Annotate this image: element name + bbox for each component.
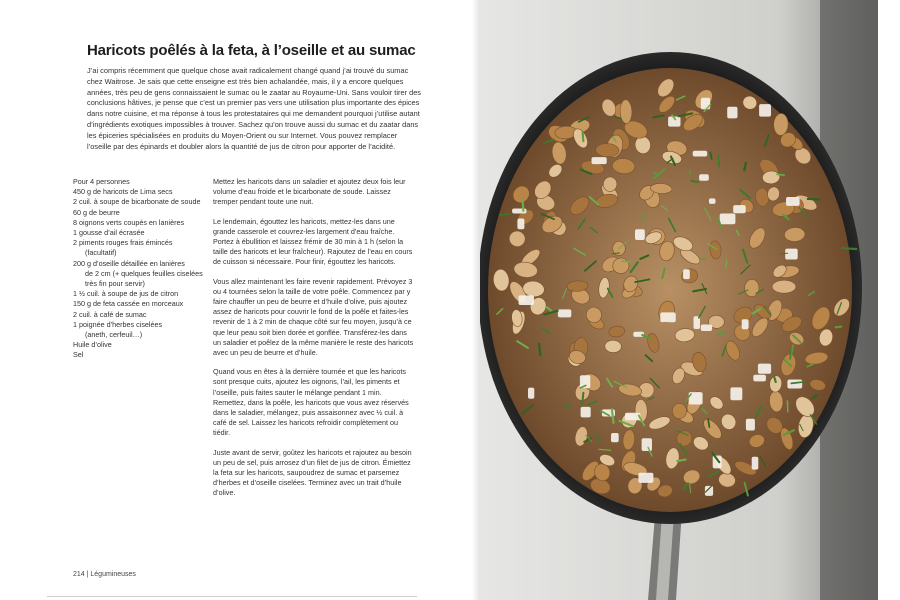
herb-strip	[836, 327, 842, 328]
herb-strip	[700, 259, 706, 260]
feta-piece	[709, 198, 716, 204]
bean	[672, 403, 686, 418]
feta-piece	[701, 325, 712, 332]
feta-piece	[753, 375, 766, 382]
method-step-2: Le lendemain, égouttez les haricots, mettez-les dans une grande casserole et couvrez-les largement d’eau fraîche. Portez à ébullition et laissez frémir de 30 min à 1 h (selon la taille des haricots et leur fraîcheur). Rajoutez de l’eau en cours de cuisson si nécessaire. Pour finir, égouttez les haricots.	[213, 216, 413, 267]
feta-piece	[517, 219, 524, 230]
ingredient-item: 2 cuil. à soupe de bicarbonate de soude	[73, 197, 201, 207]
feta-piece	[752, 457, 759, 470]
feta-piece	[730, 387, 742, 400]
feta-piece	[720, 214, 736, 225]
feta-piece	[611, 433, 619, 442]
feta-piece	[581, 407, 591, 418]
book-gutter	[472, 0, 480, 600]
bottom-divider	[47, 596, 417, 597]
feta-piece	[733, 205, 746, 213]
feta-piece	[742, 319, 749, 329]
herb-strip	[774, 377, 776, 383]
method-step-1: Mettez les haricots dans un saladier et ajoutez deux fois leur volume d’eau froide et le bicarbonate de soude. Laissez tremper pendant toute une nuit.	[213, 177, 406, 207]
herb-strip	[612, 253, 619, 254]
ingredient-item: 150 g de feta cassée en morceaux	[73, 299, 184, 309]
ingredient-item-continued: de 2 cm (+ quelques feuilles ciselées	[85, 268, 203, 278]
method-step-3: Vous allez maintenant les faire revenir rapidement. Prévoyez 3 ou 4 tournées selon la taille de votre poêle. Commencez par y faire chauffer un peu de beurre et d’huile d’olive, puis ajoutez assez de haricots pour couvrir le fond de la poêle et faites-les revenir de 1 à 2 min de chaque côté sur feu moyen, jusqu’à ce que leur peau soit bien dorée et gonflée. Transférez-les dans un saladier et poêlez de la même manière le reste des haricots avec un peu de beurre et d’huile.	[213, 276, 414, 358]
feta-piece	[786, 197, 800, 206]
ingredients-list	[73, 177, 203, 361]
feta-piece	[519, 295, 535, 305]
method-steps	[213, 177, 415, 508]
herb-strip	[677, 460, 685, 461]
herb-strip	[744, 163, 746, 171]
right-page-photo	[480, 0, 878, 600]
feta-piece	[759, 104, 771, 117]
feta-piece	[625, 413, 640, 421]
herb-strip	[500, 214, 510, 215]
feta-piece	[699, 174, 709, 181]
herb-strip	[622, 261, 631, 262]
herb-strip	[583, 132, 584, 141]
ingredient-item: 200 g d’oseille détaillée en lanières	[73, 258, 185, 268]
ingredient-item: 1 ½ cuil. à soupe de jus de citron	[73, 289, 179, 299]
method-step-5: Juste avant de servir, goûtez les haricots et rajoutez au besoin un peu de sel, puis arrosez d’un filet de jus de citron. Émiettez la feta sur les haricots, saupoudrez de sumac et parsemez d’herbes et d’oseille ciselées. Terminez avec un trait d’huile d’olive.	[213, 447, 412, 498]
feta-piece	[713, 456, 722, 469]
ingredient-item: 60 g de beurre	[73, 207, 120, 217]
ingredient-item-continued: (facultatif)	[85, 248, 117, 258]
herb-strip	[582, 393, 583, 404]
herb-strip	[808, 199, 820, 200]
dish-photo	[480, 0, 878, 600]
ingredient-item: 2 cuil. à café de sumac	[73, 309, 147, 319]
ingredient-servings: Pour 4 personnes	[73, 177, 130, 186]
recipe-title: Haricots poêlés à la feta, à l’oseille et au sumac	[87, 42, 416, 59]
herb-strip	[718, 156, 719, 167]
feta-piece	[727, 107, 737, 119]
feta-piece	[642, 438, 652, 451]
feta-piece	[787, 380, 802, 389]
herb-strip	[691, 181, 698, 182]
bean	[744, 279, 759, 297]
ingredient-item: 2 piments rouges frais émincés	[73, 238, 173, 248]
intro-paragraph: J’ai compris récemment que quelque chose avait radicalement changé quand j’ai trouvé du sumac chez Waitrose. Je sais que cette enseigne est très bien achalandée, mais, il y a encore quelques années, très peu de gens connaissaient le sumac ou le zaatar au Royaume-Uni. Sans vouloir tirer des conclusions hâtives, je pense que c’est un premier pas vers une utilisation plus importante des épices dans notre cuisine, et ma réponse à tous les protestataires qui me demandent pourquoi j’utilise autant d’ingrédients exotiques impossibles à trouver. Sachez qu’on trouve aussi du sumac et du zaatar dans les épiceries spécialisées en produits du Moyen-Orient ou sur Internet. Vous pouvez remplacer l’oseille par des épinards et doubler alors la quantité de jus de citron pour apporter de l’acidité.	[87, 66, 421, 151]
herb-strip	[523, 200, 524, 211]
feta-piece	[592, 157, 607, 164]
ingredient-item: 1 poignée d’herbes ciselées	[73, 319, 163, 329]
recipe-intro	[87, 66, 422, 152]
feta-piece	[660, 312, 675, 322]
ingredient-item: 1 gousse d’ail écrasée	[73, 228, 145, 238]
feta-piece	[635, 229, 645, 240]
ingredient-item: 8 oignons verts coupés en lanières	[73, 217, 185, 227]
herb-strip	[842, 248, 856, 249]
page-footer: 214 | Légumineuses	[73, 571, 136, 578]
herb-strip	[777, 174, 784, 175]
ingredient-item: 450 g de haricots de Lima secs	[73, 187, 173, 197]
feta-piece	[558, 309, 571, 317]
method-step-4: Quand vous en êtes à la dernière tournée et que les haricots sont presque cuits, ajoutez les oignons, l’ail, les piments et l’oseille, puis faites sauter le mélange pendant 1 min. Remettez, dans la poêle, les haricots que vous avez réservés dans le saladier, mélangez, puis assaisonnez avec ½ cuil. à café de sel. Laissez les haricots refroidir complètement ou tiédir.	[213, 367, 409, 438]
feta-piece	[746, 419, 755, 431]
feta-piece	[758, 364, 771, 374]
feta-piece	[701, 98, 710, 110]
feta-piece	[683, 269, 690, 279]
bean	[772, 280, 796, 293]
ingredient-item-continued: très fin pour servir)	[85, 279, 145, 289]
feta-piece	[785, 249, 798, 260]
herb-strip	[779, 253, 787, 254]
ingredient-item: Huile d’olive	[73, 340, 112, 350]
ingredient-item-continued: (aneth, cerfeuil…)	[85, 330, 143, 340]
feta-piece	[528, 388, 534, 399]
feta-piece	[693, 151, 708, 157]
herb-strip	[539, 344, 540, 355]
herb-strip	[708, 419, 709, 427]
ingredient-item: Sel	[73, 350, 84, 360]
feta-piece	[638, 473, 653, 483]
